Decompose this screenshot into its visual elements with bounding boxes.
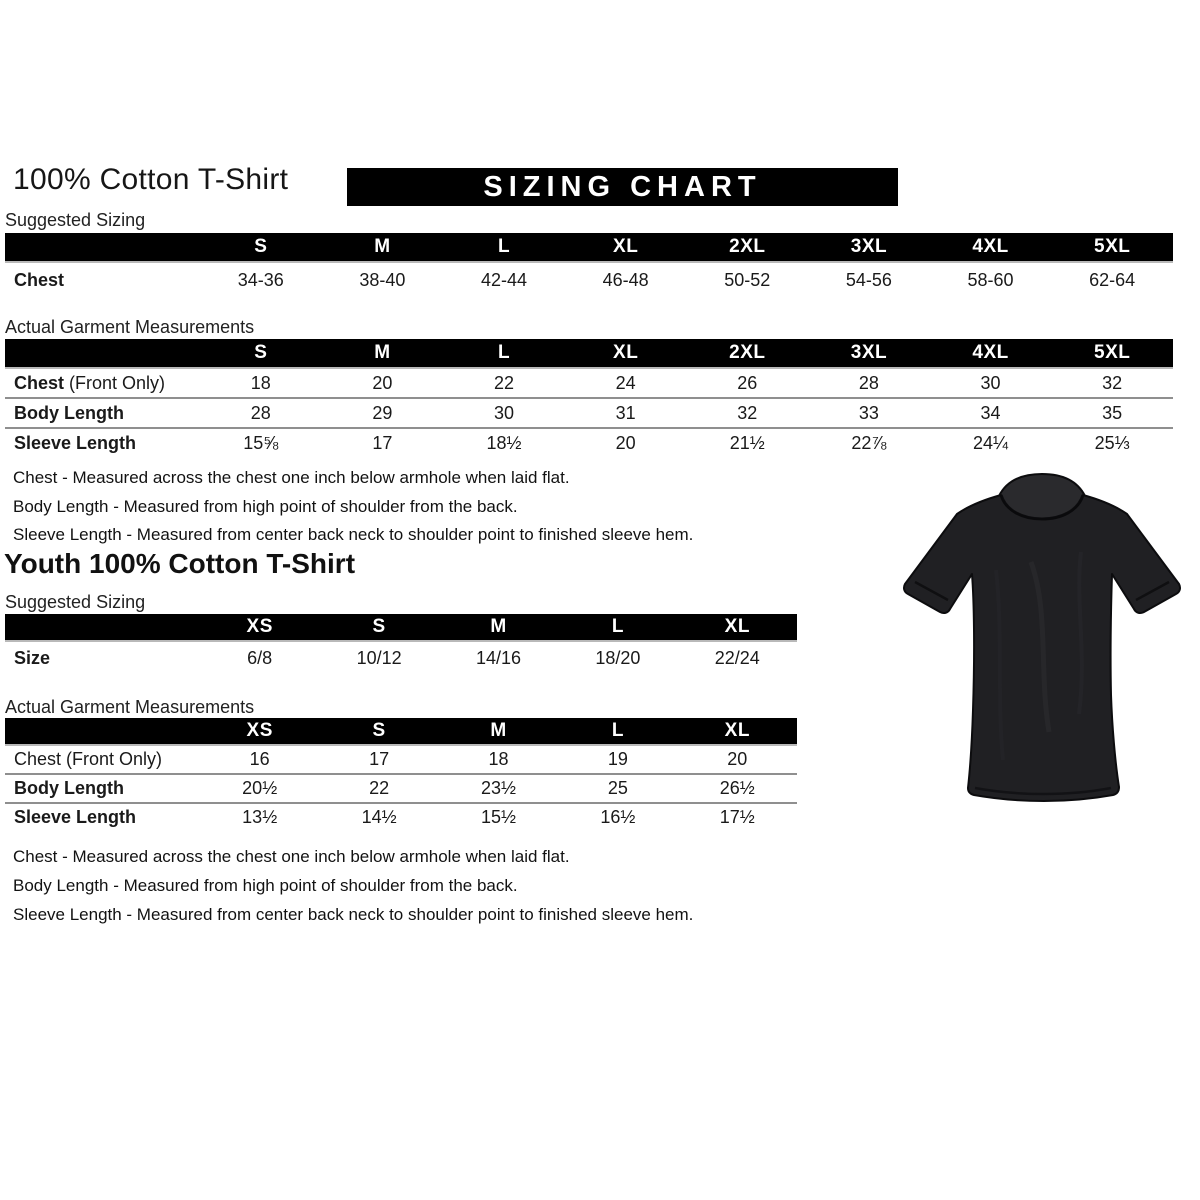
table-cell: 17 — [372, 432, 393, 453]
table-cell: 15⅝ — [243, 432, 279, 453]
table-cell: 20 — [727, 749, 748, 769]
table-row — [5, 642, 797, 675]
tshirt-photo — [891, 470, 1193, 812]
youth-suggested-sizing-label: Suggested Sizing — [5, 592, 146, 612]
column-header: L — [611, 616, 624, 637]
column-header: XL — [724, 720, 750, 741]
table-cell: 34-36 — [237, 269, 284, 290]
table-row — [5, 369, 1173, 397]
table-cell: 18 — [250, 372, 271, 393]
table-cell: 21½ — [729, 432, 765, 453]
note-line: Sleeve Length - Measured from center back neck to shoulder point to finished sleeve hem. — [13, 905, 694, 924]
youth-section-title: Youth 100% Cotton T-Shirt — [4, 548, 356, 579]
row-label: Chest — [14, 269, 65, 290]
column-header: 2XL — [729, 342, 766, 363]
table-cell: 14/16 — [475, 648, 522, 668]
column-header: M — [374, 236, 391, 257]
column-header: M — [374, 342, 391, 363]
table-cell: 16½ — [600, 807, 636, 827]
table-row — [5, 746, 797, 773]
table-cell: 6/8 — [247, 648, 273, 668]
row-label: Sleeve Length — [14, 807, 137, 827]
table-cell: 20½ — [242, 778, 278, 798]
table-cell: 50-52 — [724, 269, 771, 290]
note-line: Body Length - Measured from high point of shoulder from the back. — [13, 876, 518, 895]
row-label: Size — [14, 648, 51, 668]
table-cell: 17 — [369, 749, 390, 769]
note-line: Chest - Measured across the chest one inch below armhole when laid flat. — [13, 847, 570, 866]
table-cell: 23½ — [480, 778, 517, 798]
table-row — [5, 773, 797, 802]
table-cell: 25⅓ — [1094, 432, 1130, 453]
column-header: 3XL — [850, 342, 888, 363]
column-header: XL — [613, 342, 639, 363]
adult-suggested-sizing-label: Suggested Sizing — [5, 210, 146, 230]
table-cell: 30 — [494, 402, 515, 423]
table-row — [5, 397, 1173, 427]
table-cell: 62-64 — [1089, 269, 1136, 290]
column-header: L — [498, 342, 511, 363]
note-line: Body Length - Measured from high point of shoulder from the back. — [13, 496, 518, 516]
table-cell: 28 — [250, 402, 271, 423]
table-cell: 15½ — [480, 807, 517, 827]
table-row — [5, 802, 797, 831]
table-row — [5, 263, 1173, 297]
note-line: Sleeve Length - Measured from center back neck to shoulder point to finished sleeve hem. — [13, 525, 694, 544]
column-header: 3XL — [850, 236, 888, 257]
table-cell: 34 — [980, 402, 1001, 423]
table-cell: 14½ — [361, 807, 397, 827]
youth-measurement-notes — [13, 842, 693, 929]
table-header-row — [5, 718, 797, 746]
youth-suggested-sizing-table — [5, 614, 797, 675]
table-cell: 26 — [737, 372, 758, 393]
table-cell: 32 — [1102, 372, 1123, 393]
table-cell: 33 — [858, 402, 879, 423]
column-header: XL — [724, 616, 750, 637]
table-cell: 29 — [372, 402, 393, 423]
table-cell: 35 — [1102, 402, 1123, 423]
column-header: XS — [246, 720, 273, 741]
black-tshirt-image — [891, 470, 1193, 812]
note-line: Chest - Measured across the chest one inch below armhole when laid flat. — [13, 468, 570, 487]
table-cell: 42-44 — [481, 269, 528, 290]
table-cell: 16 — [249, 749, 270, 769]
column-header: 5XL — [1094, 342, 1131, 363]
column-header: XL — [613, 236, 639, 257]
table-cell: 13½ — [242, 807, 278, 827]
table-cell: 46-48 — [602, 269, 649, 290]
column-header: S — [372, 720, 386, 741]
table-row — [5, 427, 1173, 457]
column-header: 2XL — [729, 236, 766, 257]
table-cell: 18 — [488, 749, 509, 769]
adult-measurement-notes — [13, 464, 693, 550]
table-cell: 20 — [615, 432, 636, 453]
table-cell: 20 — [372, 372, 393, 393]
table-cell: 54-56 — [845, 269, 892, 290]
adult-actual-measurements-label: Actual Garment Measurements — [5, 317, 255, 337]
table-cell: 17½ — [719, 807, 755, 827]
table-cell: 26½ — [719, 778, 755, 798]
table-cell: 22⅞ — [851, 432, 887, 453]
table-cell: 10/12 — [356, 648, 402, 668]
table-header-row — [5, 339, 1173, 369]
column-header: L — [498, 236, 511, 257]
youth-actual-measurements-table — [5, 718, 797, 831]
table-cell: 38-40 — [359, 269, 406, 290]
table-cell: 22 — [494, 372, 515, 393]
column-header: S — [254, 236, 268, 257]
table-cell: 58-60 — [967, 269, 1014, 290]
table-header-row — [5, 614, 797, 642]
adult-section-title: 100% Cotton T-Shirt — [13, 163, 289, 196]
column-header: S — [372, 616, 386, 637]
table-cell: 25 — [607, 778, 628, 798]
column-header: M — [490, 616, 507, 637]
column-header: S — [254, 342, 268, 363]
table-cell: 30 — [980, 372, 1001, 393]
table-cell: 22/24 — [714, 648, 760, 668]
sizing-chart-banner: SIZING CHART — [347, 168, 898, 206]
table-cell: 24¼ — [973, 432, 1009, 453]
table-cell: 18/20 — [595, 648, 641, 668]
table-cell: 31 — [615, 402, 636, 423]
adult-suggested-sizing-table — [5, 233, 1173, 297]
table-cell: 28 — [858, 372, 879, 393]
table-cell: 32 — [737, 402, 758, 423]
column-header: L — [611, 720, 624, 741]
table-cell: 18½ — [486, 432, 522, 453]
table-header-row — [5, 233, 1173, 263]
column-header: XS — [246, 616, 273, 637]
row-label: Body Length — [14, 402, 124, 423]
column-header: M — [490, 720, 507, 741]
row-label: Sleeve Length — [14, 432, 137, 453]
table-cell: 24 — [615, 372, 636, 393]
adult-actual-measurements-table — [5, 339, 1173, 457]
column-header: 4XL — [972, 236, 1009, 257]
row-label: Body Length — [14, 778, 124, 798]
youth-actual-measurements-label: Actual Garment Measurements — [5, 697, 255, 717]
row-label: Chest (Front Only) — [14, 749, 163, 769]
column-header: 5XL — [1094, 236, 1131, 257]
row-label: Chest (Front Only) — [14, 372, 166, 393]
table-cell: 19 — [607, 749, 628, 769]
table-cell: 22 — [369, 778, 390, 798]
column-header: 4XL — [972, 342, 1009, 363]
